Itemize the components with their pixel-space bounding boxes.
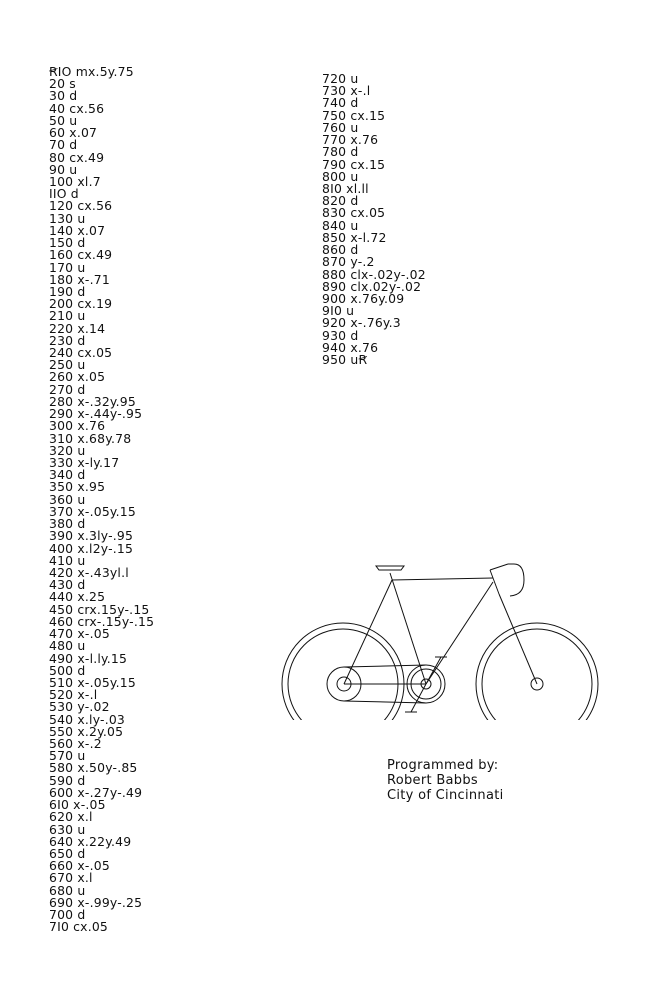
program-line: 370 x-.05y.15 bbox=[49, 503, 136, 519]
credits bbox=[387, 758, 504, 803]
program-line: 620 x.l bbox=[49, 809, 93, 825]
program-line: 840 u bbox=[322, 217, 359, 233]
program-line: 520 x-.l bbox=[49, 687, 98, 703]
program-line: 800 u bbox=[322, 168, 359, 184]
head-tube bbox=[490, 570, 499, 594]
chain-bottom bbox=[344, 701, 426, 703]
program-line: 250 u bbox=[49, 357, 86, 373]
program-line: 870 y-.2 bbox=[322, 254, 375, 270]
program-line: 830 cx.05 bbox=[322, 205, 386, 221]
program-line: 80 cx.49 bbox=[49, 149, 105, 165]
program-line: 50 u bbox=[49, 112, 78, 128]
program-line: 770 x.76 bbox=[322, 132, 379, 148]
program-line: 760 u bbox=[322, 119, 359, 135]
program-line: 640 x.22y.49 bbox=[49, 833, 132, 849]
program-line: 6I0 x-.05 bbox=[49, 797, 106, 813]
program-line: 300 x.76 bbox=[49, 418, 106, 434]
program-line: 180 x-.71 bbox=[49, 271, 110, 287]
program-line: 750 cx.15 bbox=[322, 107, 386, 123]
program-line: 570 u bbox=[49, 748, 86, 764]
program-line: 200 cx.19 bbox=[49, 296, 113, 312]
program-line: 280 x-.32y.95 bbox=[49, 393, 136, 409]
program-line: 240 cx.05 bbox=[49, 345, 113, 361]
program-line: 320 u bbox=[49, 442, 86, 458]
program-line: 390 x.3ly-.95 bbox=[49, 528, 134, 544]
program-line: 560 x-.2 bbox=[49, 736, 102, 752]
program-line: 130 u bbox=[49, 210, 86, 226]
program-line: 90 u bbox=[49, 161, 78, 177]
credits-line-3: City of Cincinnati bbox=[387, 788, 504, 803]
program-line: 330 x-ly.17 bbox=[49, 455, 120, 470]
program-line: IIO d bbox=[49, 186, 79, 202]
program-line: 60 x.07 bbox=[49, 125, 98, 141]
program-line: 540 x.ly-.03 bbox=[49, 711, 125, 727]
front-wheel-inner bbox=[482, 629, 592, 720]
program-line: 510 x-.05y.15 bbox=[49, 674, 136, 690]
program-line: 350 x.95 bbox=[49, 479, 106, 495]
program-line: 950 uꞦ bbox=[322, 352, 368, 368]
seat-stay bbox=[344, 580, 392, 684]
saddle bbox=[376, 566, 404, 570]
credits-line-1: Programmed by: bbox=[387, 758, 499, 773]
program-line: 480 u bbox=[49, 638, 86, 654]
program-line: 20 s bbox=[49, 76, 76, 92]
program-line: 820 d bbox=[322, 193, 359, 209]
stem bbox=[490, 564, 508, 570]
credits-line-2: Robert Babbs bbox=[387, 773, 478, 788]
program-listing-left bbox=[49, 66, 154, 934]
program-line: 340 d bbox=[49, 467, 86, 483]
program-line: 40 cx.56 bbox=[49, 100, 105, 116]
front-wheel-outer bbox=[476, 623, 598, 720]
program-line: 920 x-.76y.3 bbox=[322, 315, 401, 331]
down-tube bbox=[426, 582, 493, 684]
top-tube bbox=[392, 578, 493, 580]
program-line: 850 x-l.72 bbox=[322, 229, 387, 245]
program-line: 160 cx.49 bbox=[49, 247, 113, 263]
rear-wheel-outer bbox=[282, 623, 404, 720]
program-line: 780 d bbox=[322, 144, 359, 160]
program-line: 290 x-.44y-.95 bbox=[49, 406, 143, 422]
program-line: 600 x-.27y-.49 bbox=[49, 784, 143, 800]
program-line: 490 x-l.ly.15 bbox=[49, 650, 128, 666]
program-line: 8I0 xl.ll bbox=[322, 180, 369, 196]
program-line: 590 d bbox=[49, 772, 86, 788]
program-line: 740 d bbox=[322, 95, 359, 111]
program-line: 460 crx-.15y-.15 bbox=[49, 613, 155, 629]
program-line: 900 x.76y.09 bbox=[322, 290, 405, 306]
program-line: 720 u bbox=[322, 71, 359, 86]
program-line: 880 clx-.02y-.02 bbox=[322, 266, 426, 282]
program-line: 860 d bbox=[322, 242, 359, 258]
program-line: 420 x-.43yl.l bbox=[49, 564, 129, 580]
program-listing-right bbox=[322, 73, 426, 366]
program-line: 450 crx.15y-.15 bbox=[49, 601, 150, 617]
bicycle-drawing bbox=[280, 560, 600, 720]
program-line: 790 cx.15 bbox=[322, 156, 386, 172]
program-line: 360 u bbox=[49, 491, 86, 507]
program-line: 7I0 cx.05 bbox=[49, 919, 109, 935]
program-line: 120 cx.56 bbox=[49, 198, 113, 214]
program-line: 690 x-.99y-.25 bbox=[49, 894, 143, 910]
program-line: 670 x.l bbox=[49, 870, 93, 886]
program-line: 190 d bbox=[49, 283, 86, 299]
program-line: 220 x.14 bbox=[49, 320, 106, 336]
program-line: 630 u bbox=[49, 821, 86, 837]
program-line: 660 x-.05 bbox=[49, 858, 110, 874]
program-line: 170 u bbox=[49, 259, 86, 275]
program-line: 940 x.76 bbox=[322, 339, 379, 355]
program-line: 500 d bbox=[49, 662, 86, 678]
program-line: ꞦIO mx.5y.75 bbox=[49, 64, 134, 79]
handlebar-drop bbox=[508, 564, 524, 596]
program-line: 530 y-.02 bbox=[49, 699, 110, 715]
program-line: 100 xl.7 bbox=[49, 173, 101, 189]
program-line: 890 clx.02y-.02 bbox=[322, 278, 422, 294]
program-line: 260 x.05 bbox=[49, 369, 106, 385]
program-line: 210 u bbox=[49, 308, 86, 324]
program-line: 700 d bbox=[49, 907, 86, 923]
program-line: 410 u bbox=[49, 552, 86, 568]
program-line: 9I0 u bbox=[322, 303, 355, 319]
chain-top bbox=[344, 665, 426, 667]
program-line: 650 d bbox=[49, 846, 86, 861]
program-line: 580 x.50y-.85 bbox=[49, 760, 138, 776]
program-line: 440 x.25 bbox=[49, 589, 106, 605]
program-line: 680 u bbox=[49, 882, 86, 898]
program-line: 380 d bbox=[49, 516, 86, 532]
program-line: 470 x-.05 bbox=[49, 626, 110, 642]
program-line: 70 d bbox=[49, 137, 78, 153]
program-line: 140 x.07 bbox=[49, 222, 106, 238]
program-line: 310 x.68y.78 bbox=[49, 430, 132, 446]
program-line: 30 d bbox=[49, 88, 78, 104]
program-line: 150 d bbox=[49, 235, 86, 251]
program-line: 550 x.2y.05 bbox=[49, 723, 124, 739]
program-line: 730 x-.l bbox=[322, 83, 371, 99]
program-line: 430 d bbox=[49, 577, 86, 593]
program-line: 930 d bbox=[322, 327, 359, 343]
program-line: 230 d bbox=[49, 332, 86, 348]
program-line: 400 x.l2y-.15 bbox=[49, 540, 134, 556]
program-line: 270 d bbox=[49, 381, 86, 397]
rear-wheel-inner bbox=[288, 629, 398, 720]
